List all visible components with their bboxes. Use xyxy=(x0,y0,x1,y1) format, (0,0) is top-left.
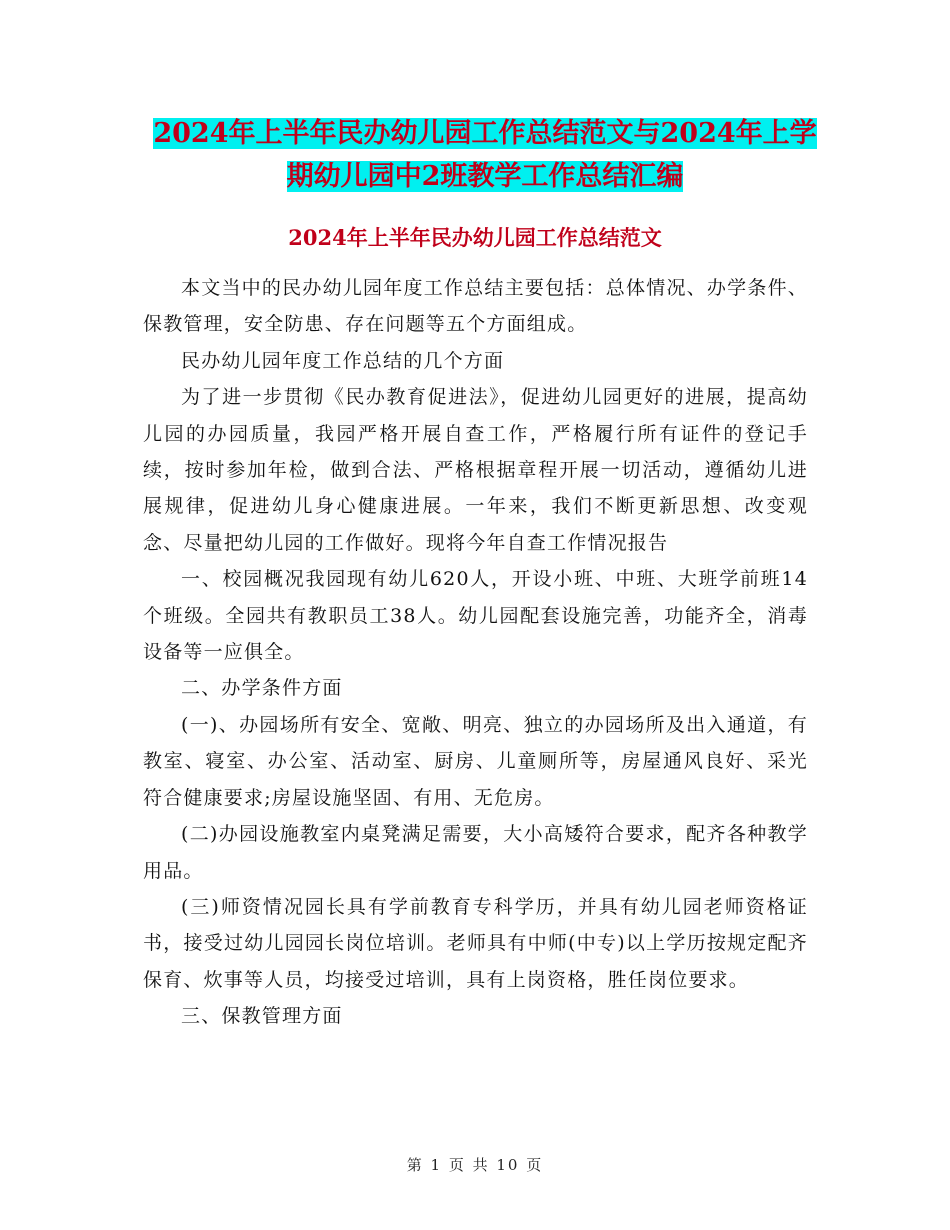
page-number: 第 1 页 共 10 页 xyxy=(406,1156,544,1174)
paragraph: (一)、办园场所有安全、宽敞、明亮、独立的办园场所及出入通道，有教室、寝室、办公室、活动室、厨房、儿童厕所等，房屋通风良好、采光符合健康要求;房屋设施坚固、有用、无危房。 xyxy=(143,713,808,809)
main-title-line-1: 2024年上半年民办幼儿园工作总结范文与2024年上学 xyxy=(153,118,817,149)
paragraph: 为了进一步贯彻《民办教育促进法》，促进幼儿园更好的进展，提高幼儿园的办园质量，我园严格开展自查工作，严格履行所有证件的登记手续，按时参加年检，做到合法、严格根据章程开展一切活动，遵循幼儿进展规律，促进幼儿身心健康进展。一年来，我们不断更新思想、改变观念、尽量把幼儿园的工作做好。现将今年自查工作情况报告 xyxy=(143,386,808,554)
document-body xyxy=(143,270,808,1035)
paragraph: 二、办学条件方面 xyxy=(181,677,343,700)
page-footer xyxy=(0,1154,950,1175)
document-main-title xyxy=(140,112,830,198)
paragraph: 一、校园概况我园现有幼儿620人，开设小班、中班、大班学前班14个班级。全园共有教职员工38人。幼儿园配套设施完善，功能齐全，消毒设备等一应俱全。 xyxy=(143,568,808,664)
paragraph: 三、保教管理方面 xyxy=(181,1005,343,1028)
section-title: 2024年上半年民办幼儿园工作总结范文 xyxy=(288,225,662,250)
paragraph: (二)办园设施教室内桌凳满足需要，大小高矮符合要求，配齐各种教学用品。 xyxy=(143,823,808,882)
paragraph: 民办幼儿园年度工作总结的几个方面 xyxy=(181,349,505,372)
paragraph: (三)师资情况园长具有学前教育专科学历，并具有幼儿园老师资格证书，接受过幼儿园园长岗位培训。老师具有中师(中专)以上学历按规定配齐保育、炊事等人员，均接受过培训，具有上岗资格，胜任岗位要求。 xyxy=(143,895,808,991)
main-title-line-2: 期幼儿园中2班教学工作总结汇编 xyxy=(286,161,684,192)
paragraph: 本文当中的民办幼儿园年度工作总结主要包括：总体情况、办学条件、保教管理，安全防患、存在问题等五个方面组成。 xyxy=(143,277,808,336)
